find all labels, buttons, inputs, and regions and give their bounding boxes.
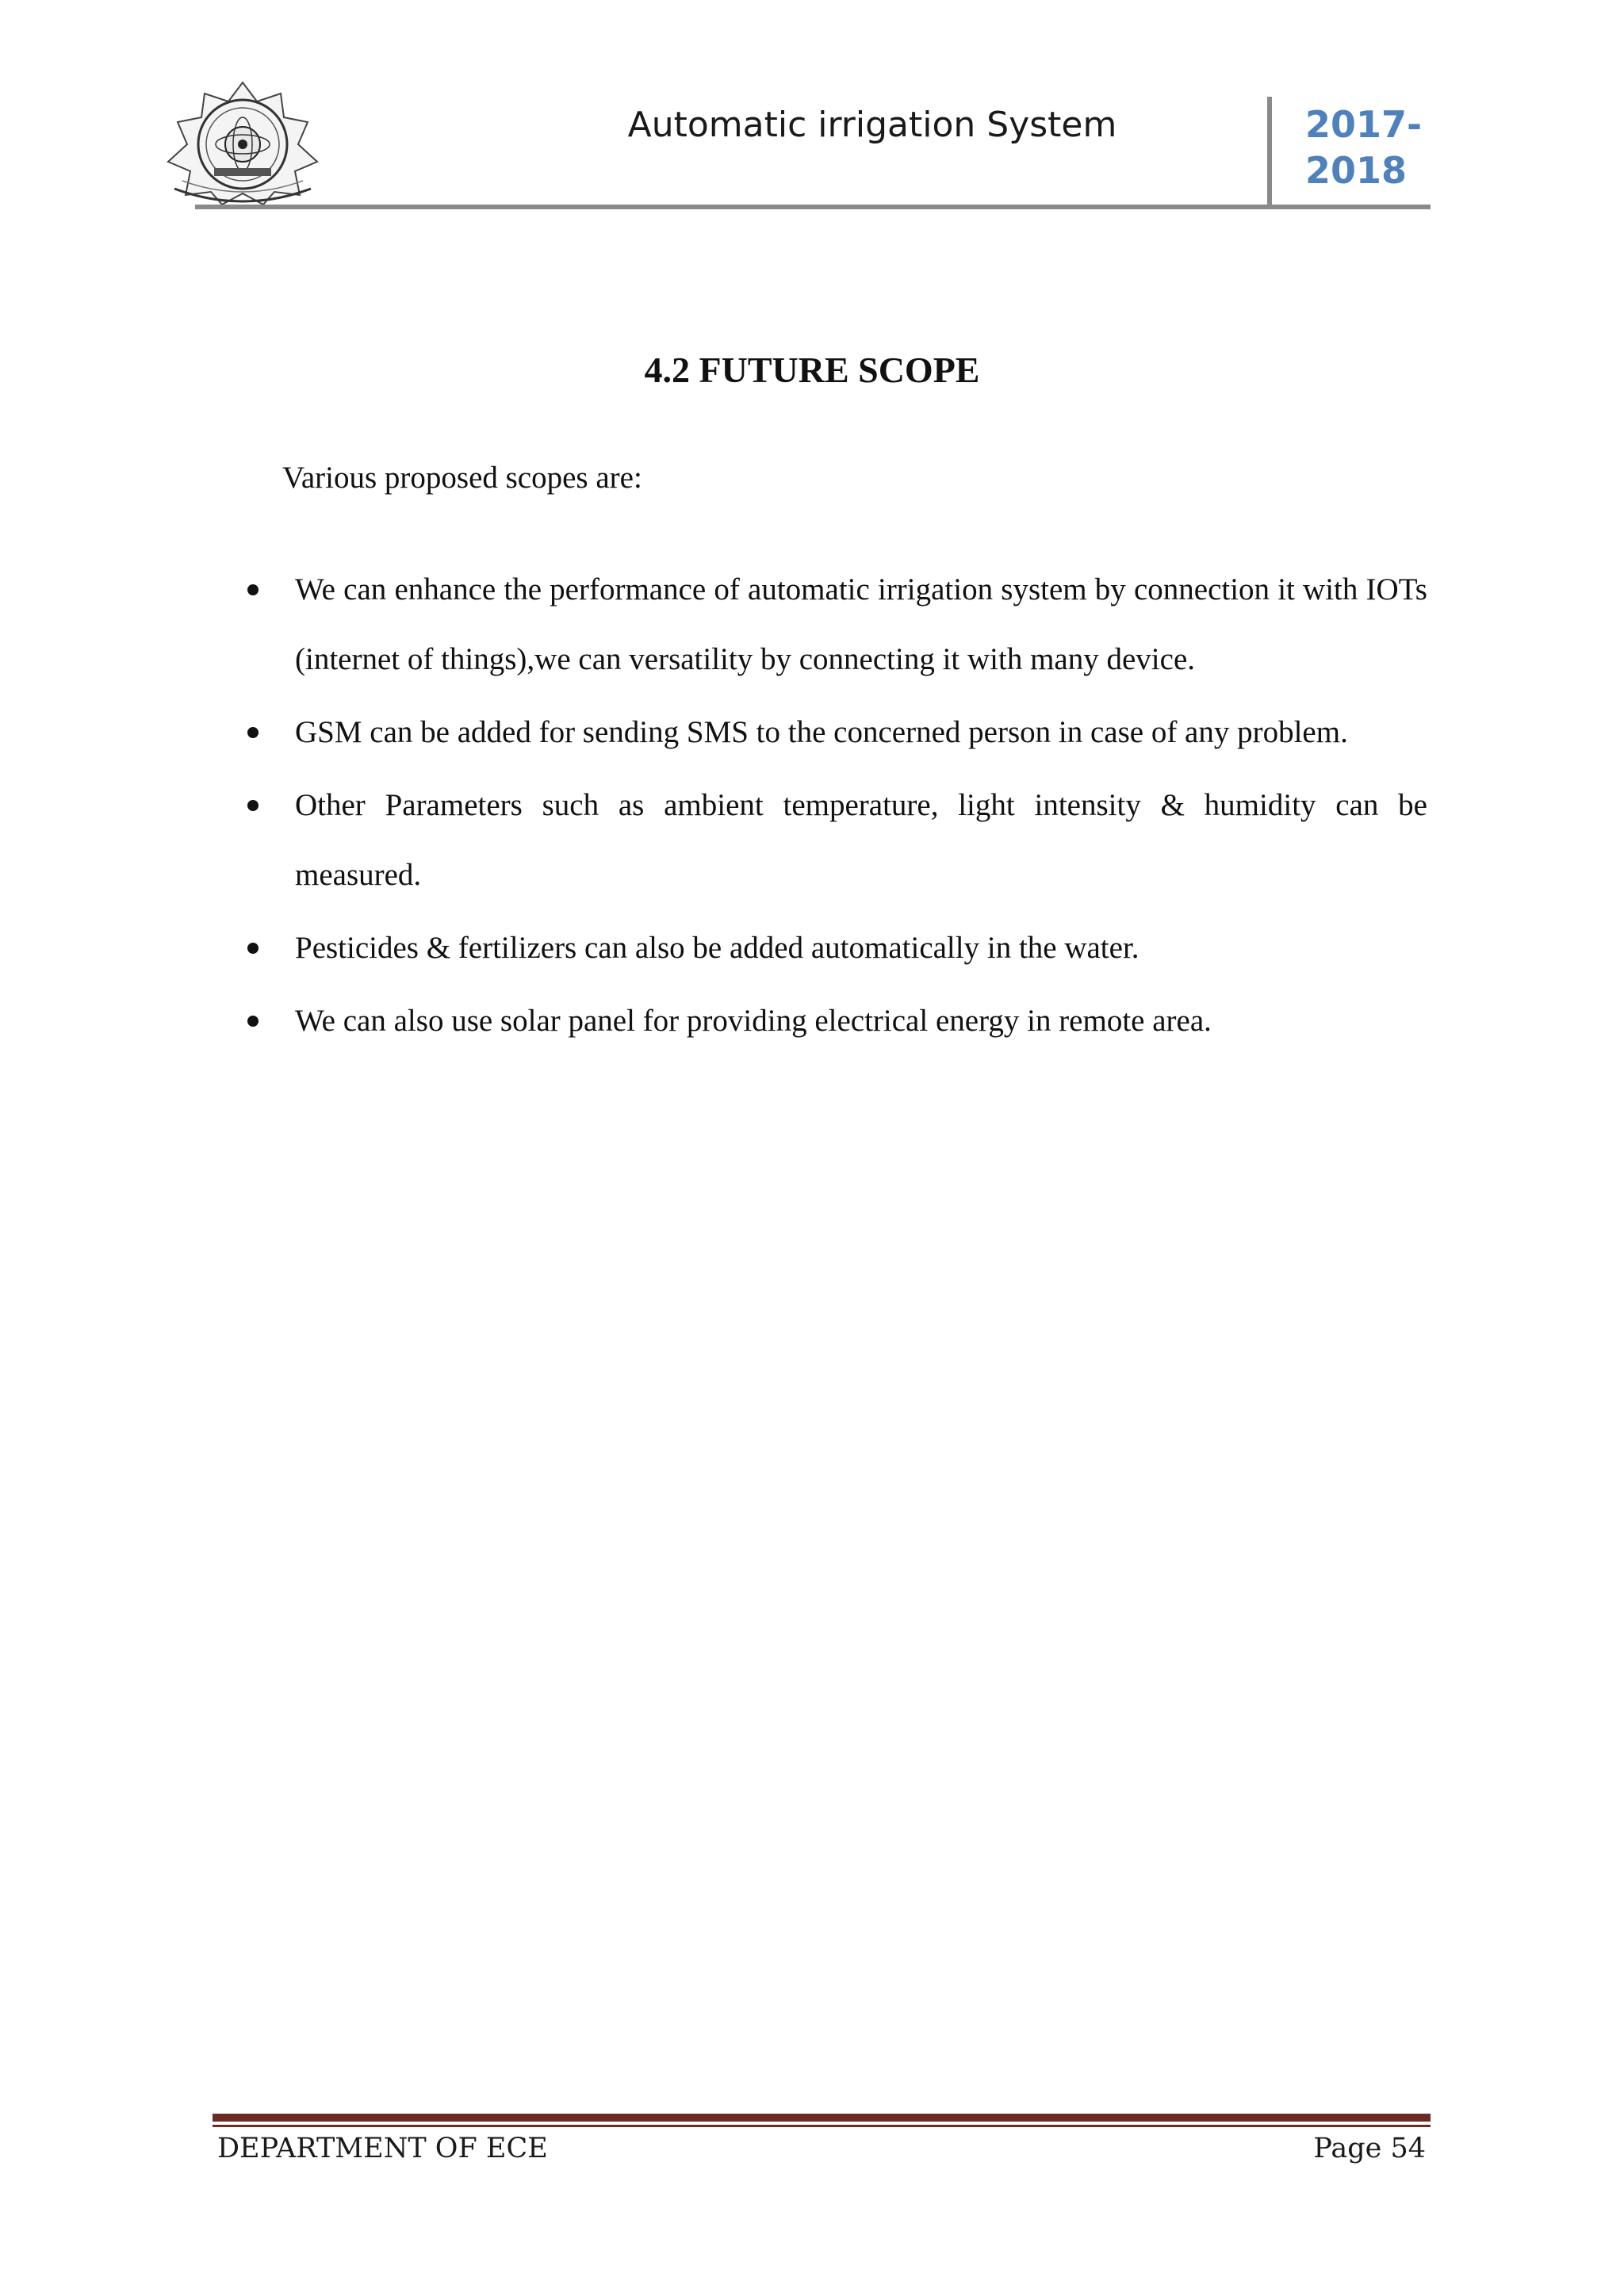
list-item-text: We can also use solar panel for providing electrical energy in remote area. [295, 1004, 1212, 1038]
header-year [1305, 101, 1422, 193]
bullet-dot-icon [247, 584, 259, 595]
header-rule [195, 205, 1431, 209]
header-divider [1267, 97, 1272, 206]
list-item [238, 913, 1427, 983]
bullet-dot-icon [247, 1016, 259, 1027]
bullet-dot-icon [247, 727, 259, 738]
section-heading: 4.2 FUTURE SCOPE [644, 350, 980, 390]
future-scope-list [238, 555, 1427, 1059]
intro-text: Various proposed scopes are: [282, 461, 642, 495]
list-item-text: Other Parameters such as ambient temperature, light intensity & humidity can be measured. [295, 788, 1427, 892]
header-title: Automatic irrigation System [627, 105, 1117, 145]
footer-department: DEPARTMENT OF ECE [217, 2133, 548, 2164]
list-item [238, 555, 1427, 695]
list-item [238, 986, 1427, 1056]
footer-rule-thin [213, 2125, 1431, 2127]
footer-page-number: Page 54 [1313, 2133, 1426, 2164]
bullet-dot-icon [247, 943, 259, 954]
list-item [238, 771, 1427, 910]
list-item-text: Pesticides & fertilizers can also be added automatically in the water. [295, 931, 1139, 965]
list-item [238, 698, 1427, 767]
header-year-end: 2018 [1305, 149, 1408, 192]
bullet-dot-icon [247, 800, 259, 811]
footer-rule [213, 2114, 1431, 2122]
list-item-text: GSM can be added for sending SMS to the concerned person in case of any problem. [295, 715, 1348, 749]
institution-seal-logo [159, 79, 327, 206]
list-item-text: We can enhance the performance of automatic irrigation system by connection it with IOTs (internet of things),we can versatility by connecting it with many device. [295, 572, 1427, 676]
header-year-start: 2017- [1305, 103, 1423, 146]
